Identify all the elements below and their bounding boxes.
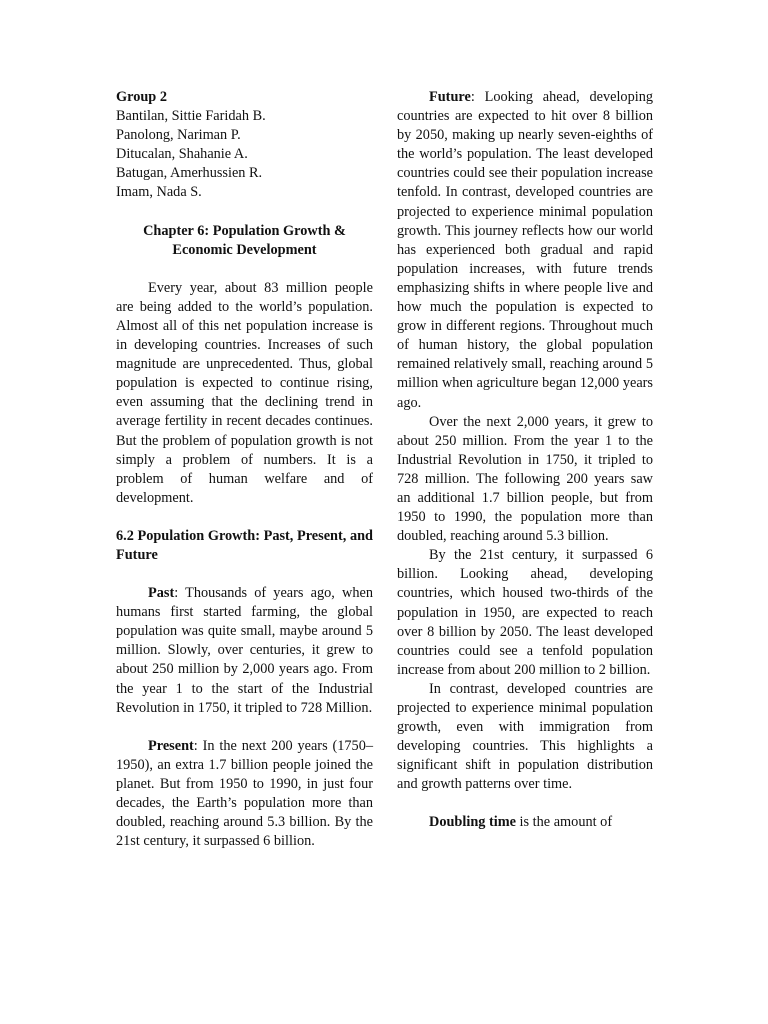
future-label: Future (429, 89, 471, 105)
group-label: Group 2 (116, 89, 167, 105)
section-heading: 6.2 Population Growth: Past, Present, and Future (116, 527, 373, 563)
present-paragraph (116, 737, 373, 852)
doubling-time-text: is the amount of (515, 814, 613, 831)
past-label: Past (148, 585, 175, 602)
left-column (116, 88, 373, 851)
present-label: Present (148, 737, 194, 754)
history-paragraph: Over the next 2,000 years, it grew to about 250 million. From the year 1 to the Industrial Revolution in 1750, it tripled to 728 million. The following 200 years saw an additional 1.7 billion people, but from 1950 to 1990, the population more than doubled, reaching around 5.3 billion. (397, 413, 653, 545)
contrast-paragraph: In contrast, developed countries are projected to experience minimal population growth, even with immigration from developing countries. This highlights a significant shift in population distribution and growth patterns over time. (397, 680, 653, 793)
intro-paragraph: Every year, about 83 million people are being added to the world’s population. Almost all of this net population increase is in developing countries. Increases of such magnitude are unprecedented. Thus, global population is expected to continue rising, even assuming that the declining trend in average fertility in recent decades continues. But the problem of population growth is not simply a problem of numbers. It is a problem of human welfare and of development. (116, 279, 373, 506)
member-name: Batugan, Amerhussien R. (116, 165, 263, 182)
member-name: Panolong, Nariman P. (116, 127, 241, 144)
member-name: Bantilan, Sittie Faridah B. (116, 108, 266, 125)
member-name: Imam, Nada S. (116, 184, 202, 201)
member-name: Ditucalan, Shahanie A. (116, 146, 248, 163)
past-text: : Thousands of years ago, when humans first started farming, the global population was quite small, maybe around 5 million. Slowly, over centuries, it grew to about 250 million by 2,000 years ago. From the year 1 to the start of the Industrial Revolution in 1750, it tripled to 728 Million. (116, 585, 373, 716)
outlook-paragraph: By the 21st century, it surpassed 6 billion. Looking ahead, developing countries, which housed two-thirds of the population in 1950, are expected to reach over 8 billion by 2050. The least developed countries could see a tenfold population increase from about 200 million to 2 billion. (397, 547, 653, 678)
chapter-title: Chapter 6: Population Growth & Economic Development (143, 222, 346, 258)
doubling-time-paragraph (397, 813, 653, 832)
right-column (397, 88, 653, 833)
present-text: : In the next 200 years (1750–1950), an extra 1.7 billion people joined the planet. But from 1950 to 1990, in just four decades, the Earth’s population more than doubled, reaching around 5.3 billion. By the 21st century, it surpassed 6 billion. (116, 737, 373, 850)
future-text: : Looking ahead, developing countries are expected to hit over 8 billion by 2050, making up nearly seven-eighths of the world’s population. The least developed countries could see their population increase tenfold. In contrast, developed countries are projected to experience minimal population growth. This journey reflects how our world has experienced both gradual and rapid population increases, with future trends emphasizing shifts in where people live and how much the population is expected to grow in different regions. Throughout much of human history, the global population remained relatively small, reaching around 5 million when agriculture began 12,000 years ago. (397, 89, 653, 411)
future-paragraph (397, 88, 653, 413)
doubling-time-label: Doubling time (429, 814, 516, 831)
past-paragraph (116, 584, 373, 718)
